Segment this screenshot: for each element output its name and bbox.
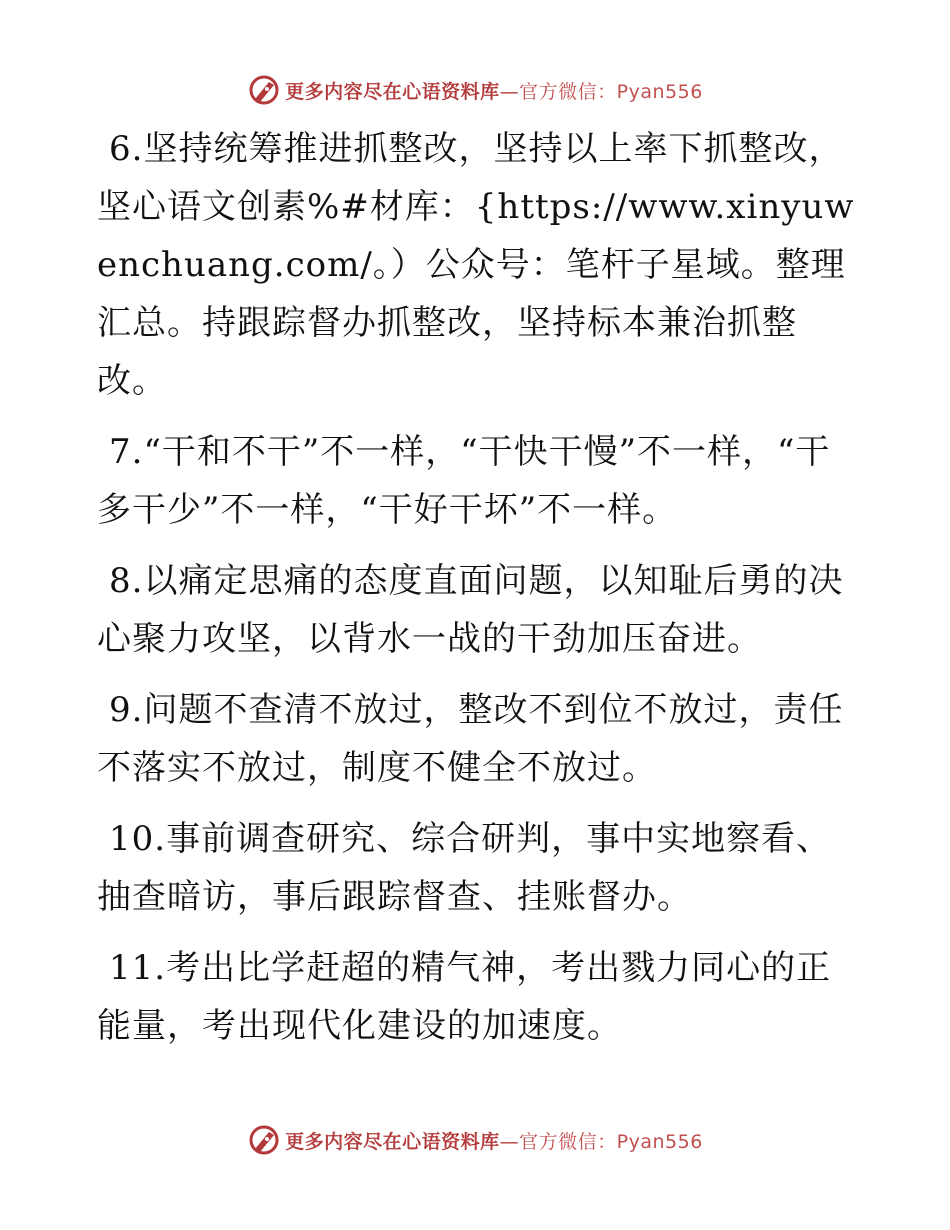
paragraph-number: 7. xyxy=(109,432,144,472)
header-wechat: 官方微信：Pyan556 xyxy=(519,80,703,103)
header-separator: — xyxy=(499,80,520,103)
paragraph-number: 9. xyxy=(109,690,144,730)
paragraph-7 xyxy=(97,423,857,539)
pen-nib-logo-icon xyxy=(247,1123,281,1157)
header-watermark xyxy=(0,70,950,110)
paragraph-number: 6. xyxy=(109,129,144,169)
paragraph-number: 10. xyxy=(109,819,167,859)
header-brand: 更多内容尽在心语资料库 xyxy=(285,80,500,103)
paragraph-6 xyxy=(97,120,857,410)
paragraph-10 xyxy=(97,810,857,926)
paragraph-9 xyxy=(97,681,857,797)
document-body xyxy=(97,120,857,1068)
pen-nib-logo-icon xyxy=(247,73,281,107)
paragraph-text: 问题不查清不放过，整改不到位不放过，责任不落实不放过，制度不健全不放过。 xyxy=(97,690,844,788)
paragraph-11 xyxy=(97,939,857,1055)
footer-separator: — xyxy=(499,1130,520,1153)
paragraph-8 xyxy=(97,552,857,668)
footer-wechat: 官方微信：Pyan556 xyxy=(519,1130,703,1153)
paragraph-number: 8. xyxy=(109,561,144,601)
footer-brand: 更多内容尽在心语资料库 xyxy=(285,1130,500,1153)
paragraph-text: 以痛定思痛的态度直面问题，以知耻后勇的决心聚力攻坚，以背水一战的干劲加压奋进。 xyxy=(97,561,844,659)
paragraph-text: 坚持统筹推进抓整改，坚持以上率下抓整改，坚心语文创素%#材库：{https://www.xinyuwenchuang.com/。）公众号：笔杆子星域。整理汇总。持跟踪督办抓整改，坚持标本兼治抓整改。 xyxy=(97,129,855,401)
paragraph-number: 11. xyxy=(109,948,167,988)
paragraph-text: “干和不干”不一样，“干快干慢”不一样，“干多干少”不一样，“干好干坏”不一样。 xyxy=(97,432,831,530)
paragraph-text: 事前调查研究、综合研判，事中实地察看、抽查暗访，事后跟踪督查、挂账督办。 xyxy=(97,819,832,917)
footer-watermark-text xyxy=(285,1127,703,1154)
paragraph-text: 考出比学赶超的精气神，考出戮力同心的正能量，考出现代化建设的加速度。 xyxy=(97,948,832,1046)
footer-watermark xyxy=(0,1120,950,1160)
header-watermark-text xyxy=(285,77,703,104)
